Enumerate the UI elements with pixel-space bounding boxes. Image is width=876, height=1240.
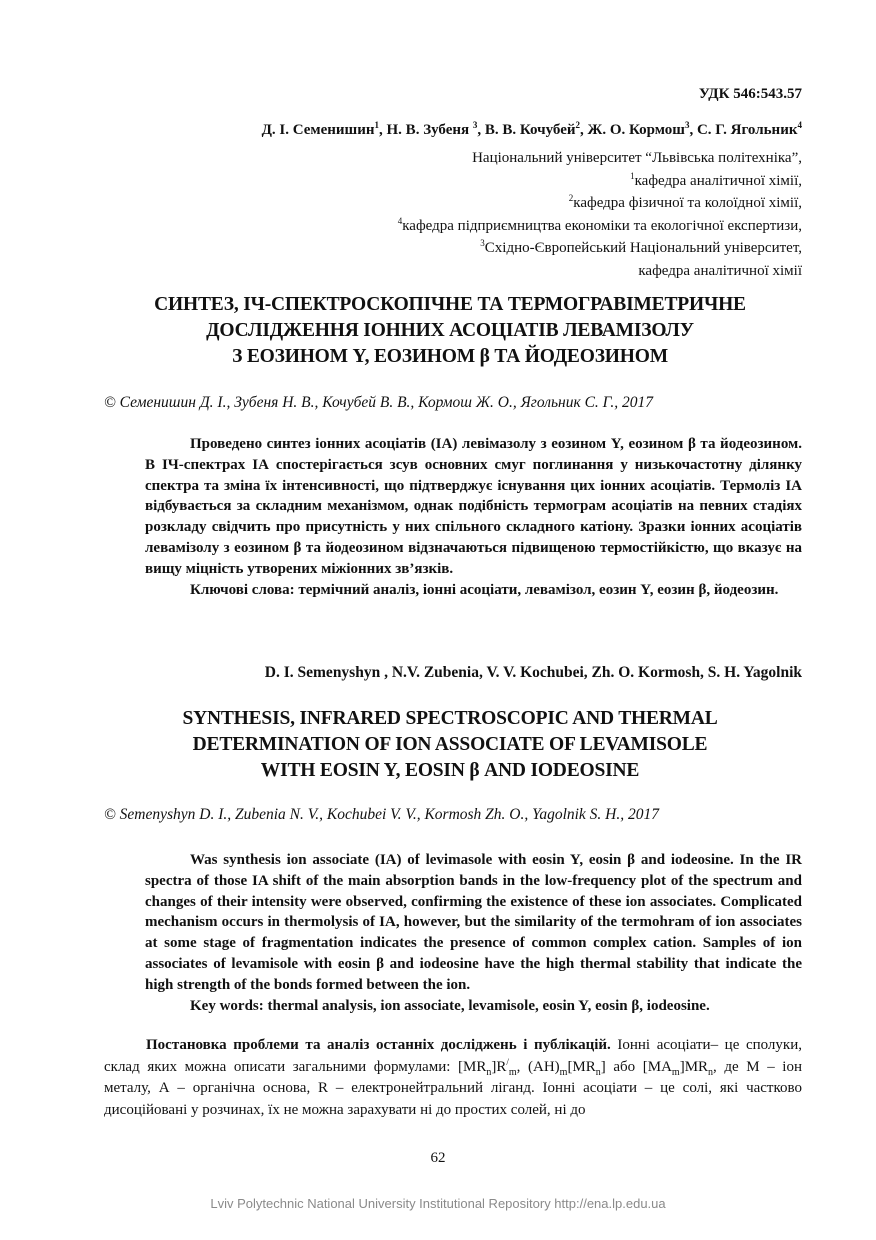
repository-footer: Lviv Polytechnic National University Institutional Repository http://ena.lp.edu.ua (210, 1196, 666, 1211)
author-name: Ж. О. Кормош (587, 122, 685, 138)
author-sep: , (477, 122, 485, 138)
author-sep: , (580, 122, 588, 138)
affiliation-line (398, 215, 802, 238)
body-text: ]MR (679, 1058, 709, 1075)
affil-text: кафедра фізичної та колоїдної хімії, (573, 195, 802, 211)
formula-sup: / (506, 1056, 509, 1067)
author-name: Н. В. Зубеня (386, 122, 473, 138)
affil-sup: 4 (397, 215, 403, 226)
body-text: [MR (567, 1058, 596, 1075)
author-sep: , (379, 122, 387, 138)
affil-text: Національний університет “Львівська політехніка”, (472, 150, 802, 166)
body-text: Іонні асоціати– це сполуки, склад яких можна описати загальними формулами: [MR (104, 1037, 802, 1075)
affil-text: кафедра аналітичної хімії (638, 262, 802, 279)
affil-sup: 3 (480, 238, 485, 248)
formula-sub: m (508, 1066, 517, 1078)
affiliation-line (398, 147, 802, 170)
formula-sub: m (671, 1066, 680, 1078)
copyright-ua: © Семенишин Д. І., Зубеня Н. В., Кочубей В. В., Кормош Ж. О., Ягольник С. Г., 2017 (104, 394, 653, 411)
abstract-text: Was synthesis ion associate (IA) of levimasole with eosin Y, eosin β and iodeosine. In the IR spectra of those IA shift of the main absorption bands in the low-frequency plot of the spectrum and changes of their intensity were observed, confirming the existence of these ion associates. Complicated mechanism occurs in thermolysis of IA, however, but the similarity of the termohram of ion associates at some stage of fragmentation indicates the presence of common complex cation. Samples of ion associates of levamisole with eosin β and iodeosine have the high thermal stability that indicate the high strength of the bonds formed between the ion. (145, 852, 802, 993)
abstract-ua (145, 434, 802, 600)
authors-en: D. I. Semenyshyn , N.V. Zubenia, V. V. Kochubei, Zh. O. Kormosh, S. H. Yagolnik (264, 664, 802, 681)
keywords: Key words: thermal analysis, ion associate, levamisole, eosin Y, eosin β, iodeosine. (190, 997, 710, 1014)
affiliation-line (398, 192, 802, 215)
copyright-en: © Semenyshyn D. I., Zubenia N. V., Kochubei V. V., Kormosh Zh. O., Yagolnik S. H., 2017 (104, 806, 660, 823)
title-line: СИНТЕЗ, ІЧ-СПЕКТРОСКОПІЧНЕ ТА ТЕРМОГРАВІМЕТРИЧНЕ (154, 294, 746, 315)
author-affil-sup: 3 (472, 120, 478, 130)
author-name: В. В. Кочубей (484, 122, 576, 138)
title-line: SYNTHESIS, INFRARED SPECTROSCOPIC AND THERMAL (182, 708, 718, 729)
affiliation-line (398, 170, 802, 193)
title-line: ДОСЛІДЖЕННЯ ІОННИХ АСОЦІАТІВ ЛЕВАМІЗОЛУ (206, 320, 694, 341)
abstract-en (145, 850, 802, 1016)
body-text: , де М – іон металу, А – органічна основа, R – електронейтральний ліганд. Іонні асоціати – це солі, які частково дисоційовані у розчинах, їх не можна зарахувати ні до простих солей, ні до (104, 1058, 802, 1118)
body-paragraph (104, 1035, 802, 1121)
title-line: DETERMINATION OF ION ASSOCIATE OF LEVAMISOLE (192, 734, 708, 755)
title-line: WITH EOSIN Y, EOSIN β AND IODEOSINE (260, 760, 640, 781)
affil-text: кафедра аналітичної хімії, (634, 172, 802, 189)
body-text: ] або [MA (600, 1058, 672, 1075)
udc-code: УДК 546:543.57 (698, 86, 802, 102)
title-line: З ЕОЗИНОМ Y, ЕОЗИНОМ β ТА ЙОДЕОЗИНОМ (232, 346, 668, 367)
affil-sup: 1 (630, 170, 635, 181)
author-affil-sup: 3 (684, 120, 690, 130)
abstract-text: Проведено синтез іонних асоціатів (ІА) левімазолу з еозином Y, еозином β та йодеозином. В ІЧ-спектрах ІА спостерігається зсув основних смуг поглинання у низькочастотну ділянку спектра та зміна їх інтенсивності, що підтверджує існування цих іонних асоціатів. Термоліз ІА відбувається за складним механізмом, однак подібність термограм асоціатів на певних стадіях розкладу свідчить про присутність у них спільного складного катіону. Зразки іонних асоціатів левамізолу з еозином β та йодеозином відзначаються підвищеною термостійкістю, що вказує на вищу міцність утворених міжіонних зв’язків. (145, 436, 802, 577)
author-sep: , (689, 122, 697, 138)
formula-sub: m (559, 1066, 568, 1078)
title-en (100, 706, 800, 784)
keywords: Ключові слова: термічний аналіз, іонні асоціати, левамізол, еозин Y, еозин β, йодеозин. (190, 581, 779, 598)
formula-sub: n (708, 1066, 714, 1078)
affil-sup: 2 (568, 193, 574, 203)
section-heading: Постановка проблеми та аналіз останніх досліджень і публікацій. (146, 1037, 611, 1053)
author-name: Д. І. Семенишин (261, 122, 375, 138)
formula-sub: n (486, 1066, 492, 1078)
authors-ua (262, 122, 802, 139)
affiliation-line (398, 260, 802, 283)
affiliation-line (398, 237, 802, 260)
title-ua (100, 292, 800, 370)
affiliations (398, 147, 802, 282)
body-section (104, 1035, 802, 1121)
page-number: 62 (430, 1150, 446, 1166)
author-name: С. Г. Ягольник (696, 122, 798, 138)
author-affil-sup: 1 (374, 120, 380, 130)
author-affil-sup: 4 (797, 120, 802, 130)
formula-sub: n (595, 1066, 601, 1078)
affil-text: Східно-Європейський Національний університет, (484, 240, 802, 256)
author-affil-sup: 2 (575, 120, 581, 130)
body-text: ]R (491, 1058, 507, 1075)
body-text: , (AH) (516, 1058, 560, 1075)
affil-text: кафедра підприємництва економіки та екологічної експертизи, (402, 217, 802, 234)
